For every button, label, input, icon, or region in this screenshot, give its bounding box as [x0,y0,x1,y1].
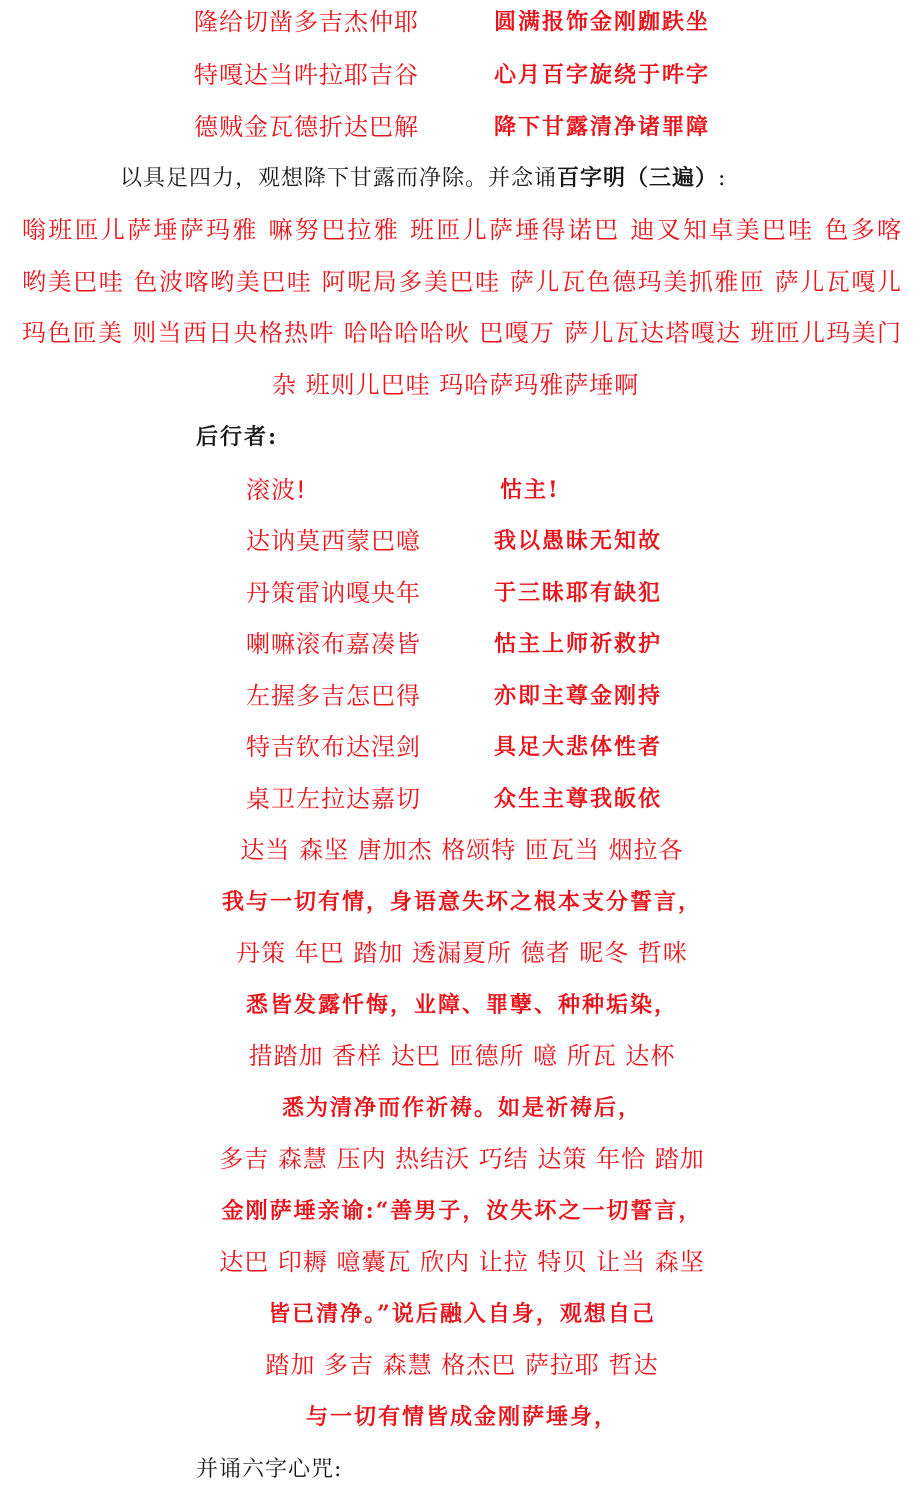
opening-verse-1-chinese: 圆满报饰金刚跏趺坐 [494,9,711,35]
instruction-text: 以具足四力，观想降下甘露而净除。并念诵 [120,166,558,191]
after-verse-4-chinese: 怙主上师祈救护 [494,631,663,657]
prayer-line-8: 金刚萨埵亲谕:“善男子，汝失坏之一切誓言， [221,1198,703,1224]
opening-verse-3-tibetan: 德贼金瓦德折达巴解 [194,113,419,141]
after-verse-1-tibetan: 滚波! [246,476,307,504]
mantra-line-4: 杂 班则儿巴哇 玛哈萨玛雅萨埵啊 [272,371,640,399]
opening-verse-1-tibetan: 隆给切凿多吉杰仲耶 [194,8,419,36]
instruction-colon: : [718,166,727,191]
after-verse-7-chinese: 众生主尊我皈依 [494,786,663,812]
after-verse-6-chinese: 具足大悲体性者 [494,734,663,760]
mantra-line-1: 嗡班匝儿萨埵萨玛雅 嘛努巴拉雅 班匝儿萨埵得诺巴 迪叉知卓美巴哇 色多喀 [22,216,902,244]
after-verse-1-chinese: 怙主! [500,477,560,503]
after-verse-4-tibetan: 喇嘛滚布嘉凑皆 [246,630,421,658]
prayer-line-1: 达当 森坚 唐加杰 格颂特 匝瓦当 烟拉各 [240,836,684,864]
opening-verse-2-tibetan: 特嘎达当吽拉耶吉谷 [194,61,419,89]
after-verse-5-chinese: 亦即主尊金刚持 [494,683,663,709]
after-verse-2-tibetan: 达讷莫西蒙巴噫 [246,527,421,555]
opening-verse-2-chinese: 心月百字旋绕于吽字 [494,62,711,88]
opening-verse-3-chinese: 降下甘露清净诸罪障 [494,114,711,140]
prayer-line-9: 达巴 印耨 噫囊瓦 欣内 让拉 特贝 让当 森坚 [219,1248,705,1276]
after-section-label: 后行者: [196,424,279,450]
prayer-line-5: 措踏加 香样 达巴 匝德所 噫 所瓦 达杯 [248,1042,676,1070]
after-verse-2-chinese: 我以愚昧无知故 [494,528,663,554]
closing-label: 并诵六字心咒: [196,1457,343,1482]
after-verse-6-tibetan: 特吉钦布达涅剑 [246,733,421,761]
prayer-line-2: 我与一切有情，身语意失坏之根本支分誓言， [221,889,702,915]
prayer-line-11: 踏加 多吉 森慧 格杰巴 萨拉耶 哲达 [265,1351,659,1379]
after-verse-5-tibetan: 左握多吉怎巴得 [246,682,421,710]
prayer-line-4: 悉皆发露忏悔，业障、罪孽、种种垢染， [245,992,678,1018]
after-verse-3-tibetan: 丹策雷讷嘎央年 [246,579,421,607]
after-verse-7-tibetan: 桌卫左拉达嘉切 [246,785,421,813]
prayer-line-3: 丹策 年巴 踏加 透漏夏所 德者 昵冬 哲咪 [236,939,688,967]
instruction-line [120,167,726,190]
prayer-line-10: 皆已清净。”说后融入自身，观想自己 [268,1301,656,1327]
after-verse-3-chinese: 于三昧耶有缺犯 [494,580,663,606]
mantra-line-3: 玛色匝美 则当西日央格热吽 哈哈哈哈吙 巴嘎万 萨儿瓦达塔嘎达 班匝儿玛美门 [22,319,902,347]
prayer-line-12: 与一切有情皆成金刚萨埵身， [305,1404,618,1430]
prayer-line-6: 悉为清净而作祈祷。如是祈祷后， [281,1095,642,1121]
prayer-line-7: 多吉 森慧 压内 热结沃 巧结 达策 年恰 踏加 [219,1145,705,1173]
mantra-line-2: 哟美巴哇 色波喀哟美巴哇 阿呢局多美巴哇 萨儿瓦色德玛美抓雅匝 萨儿瓦嘎儿 [22,268,902,296]
instruction-emphasis: 百字明（三遍） [557,165,719,191]
